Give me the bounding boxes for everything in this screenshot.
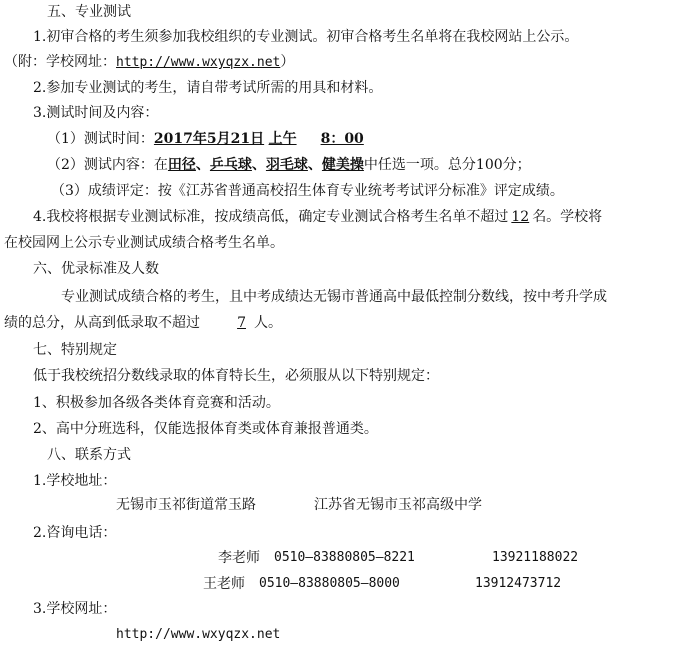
website-note (4, 52, 294, 72)
test-time-line (47, 129, 364, 149)
test-time-label: （1）测试时间： (47, 131, 154, 147)
phone-label: 2.咨询电话： (33, 525, 117, 541)
rule-1: 1、积极参加各级各类体育竞赛和活动。 (33, 395, 280, 411)
paragraph-5-4 (33, 207, 602, 227)
test-clock: 8：00 (320, 131, 364, 147)
section-8-heading: 八、联系方式 (47, 447, 131, 463)
paragraph-5-2: 2.参加专业测试的考生，请自带考试所需的用具和材料。 (33, 80, 383, 96)
address-street: 无锡市玉祁街道常玉路 (116, 497, 256, 513)
test-date: 2017年5月21日 (153, 131, 265, 147)
section-7-intro: 低于我校统招分数线录取的体育特长生，必须服从以下特别规定： (33, 368, 439, 384)
sport-table-tennis: 乒乓球 (209, 157, 252, 173)
contact-2-name: 王老师 (203, 576, 245, 592)
contact-2-phone: 0510—83880805—8000 (259, 576, 400, 591)
test-content-tail: 中任选一项。总分100分； (363, 157, 531, 173)
paragraph-5-1: 1.初审合格的考生须参加我校组织的专业测试。初审合格考生名单将在我校网站上公示。 (33, 29, 579, 45)
admission-count: 7 (237, 315, 246, 331)
address-label: 1.学校地址： (33, 473, 117, 489)
website-url-link[interactable]: http://www.wxyqzx.net (116, 627, 281, 642)
section-5-heading: 五、专业测试 (47, 4, 131, 20)
sport-track: 田径 (167, 157, 196, 173)
website-note-suffix: ） (280, 54, 295, 70)
website-label: 3.学校网址： (33, 601, 117, 617)
address-school: 江苏省无锡市玉祁高级中学 (314, 497, 482, 513)
website-note-url-link[interactable]: http://www.wxyqzx.net (116, 55, 281, 70)
sport-badminton: 羽毛球 (265, 157, 308, 173)
test-period: 上午 (268, 131, 297, 147)
contact-2-mobile: 13912473712 (475, 576, 562, 591)
contact-1-phone: 0510—83880805—8221 (274, 550, 415, 565)
paragraph-5-3: 3.测试时间及内容： (33, 105, 159, 121)
contact-1-mobile: 13921188022 (492, 550, 579, 565)
rule-2: 2、高中分班选科，仅能选报体育类或体育兼报普通类。 (33, 421, 378, 437)
paragraph-5-4-post: 名。学校将 (532, 209, 603, 225)
website-note-prefix: （附：学校网址： (4, 54, 116, 70)
section-6-body-line1: 专业测试成绩合格的考生，且中考成绩达无锡市普通高中最低控制分数线，按中考升学成 (61, 289, 607, 305)
evaluation-line: （3）成绩评定：按《江苏省普通高校招生体育专业统考考试评分标准》评定成绩。 (51, 183, 564, 199)
test-content-line (47, 155, 531, 175)
sport-sep-1: 、 (195, 157, 210, 173)
section-6-body-pre: 绩的总分，从高到低录取不超过 (4, 315, 200, 331)
paragraph-5-4-line2: 在校园网上公示专业测试成绩合格考生名单。 (4, 235, 284, 251)
section-6-body-post: 人。 (254, 315, 282, 331)
section-6-heading: 六、优录标准及人数 (33, 261, 159, 277)
sport-sep-3: 、 (307, 157, 322, 173)
paragraph-5-4-pre: 4.我校将根据专业测试标准，按成绩高低，确定专业测试合格考生名单不超过 (33, 209, 509, 225)
contact-1-name: 李老师 (218, 550, 260, 566)
test-content-label: （2）测试内容：在 (47, 157, 168, 173)
section-6-body-line2 (4, 313, 282, 333)
section-7-heading: 七、特别规定 (33, 342, 117, 358)
qualified-count: 12 (511, 209, 530, 225)
sport-sep-2: 、 (251, 157, 266, 173)
sport-aerobics: 健美操 (321, 157, 364, 173)
